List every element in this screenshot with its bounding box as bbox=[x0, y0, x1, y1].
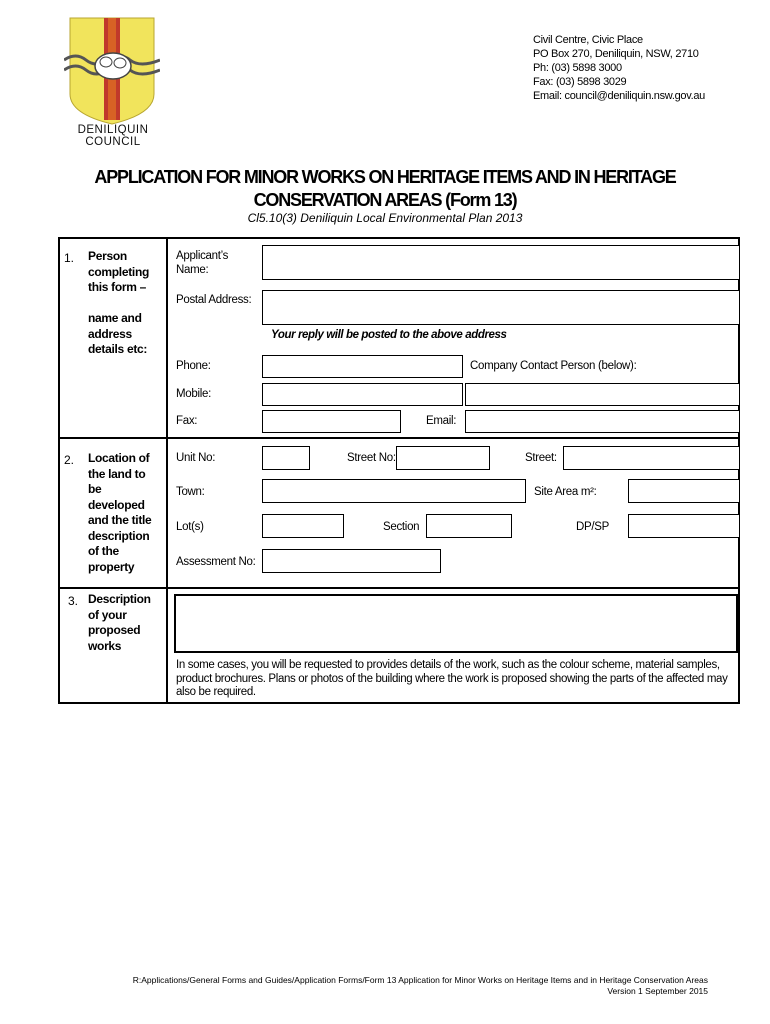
email-label: Email: bbox=[426, 415, 457, 427]
street-label: Street: bbox=[525, 452, 557, 464]
contact-fax: Fax: (03) 5898 3029 bbox=[533, 76, 627, 88]
section-2-label-line: of the bbox=[88, 544, 119, 558]
section-2-number: 2. bbox=[64, 453, 75, 467]
section-1-label bbox=[88, 249, 149, 358]
unit-no-input[interactable] bbox=[262, 446, 310, 470]
section-1-number: 1. bbox=[64, 251, 75, 265]
section-2-label-line: Location of bbox=[88, 451, 150, 465]
contact-address: Civil Centre, Civic Place bbox=[533, 34, 643, 46]
section-2-label-line: developed bbox=[88, 497, 145, 512]
logo-line-2: COUNCIL bbox=[85, 136, 141, 148]
phone-input[interactable] bbox=[262, 355, 463, 378]
page-footer bbox=[133, 975, 708, 997]
contact-po-box: PO Box 270, Deniliquin, NSW, 2710 bbox=[533, 48, 699, 60]
section-1-label-line: completing bbox=[88, 264, 150, 279]
section-2-label-line: and the title bbox=[88, 513, 152, 527]
street-no-label: Street No: bbox=[347, 452, 396, 464]
table-column-divider bbox=[166, 237, 168, 704]
form-title-line-2: CONSERVATION AREAS (Form 13) bbox=[253, 190, 517, 210]
postal-address-label: Postal Address: bbox=[176, 294, 252, 306]
town-input[interactable] bbox=[262, 479, 526, 503]
town-label: Town: bbox=[176, 486, 205, 498]
section-divider-2 bbox=[58, 587, 740, 589]
postal-address-input[interactable] bbox=[262, 290, 740, 325]
logo-wordmark bbox=[58, 124, 168, 148]
mobile-label: Mobile: bbox=[176, 388, 211, 400]
applicant-name-input[interactable] bbox=[262, 245, 740, 280]
company-contact-label: Company Contact Person (below): bbox=[470, 360, 637, 372]
site-area-input[interactable] bbox=[628, 479, 740, 503]
section-input[interactable] bbox=[426, 514, 512, 538]
form-title-line-1: APPLICATION FOR MINOR WORKS ON HERITAGE ITEMS AND IN HERITAGE bbox=[94, 167, 676, 187]
section-1-label-gap bbox=[88, 296, 149, 312]
logo-line-1: DENILIQUIN bbox=[77, 124, 149, 136]
lots-label: Lot(s) bbox=[176, 521, 204, 533]
proposed-works-help-text: In some cases, you will be requested to provides details of the work, such as the colour scheme, material samples, product brochures. Plans or photos of the building where the work is proposed showing the parts of the affected may also be required. bbox=[176, 659, 728, 698]
street-no-input[interactable] bbox=[396, 446, 490, 470]
section-2-label bbox=[88, 451, 151, 575]
section-3-label-line: works bbox=[88, 638, 122, 653]
section-1-label-line: this form – bbox=[88, 280, 147, 294]
applicant-name-label: Applicant’s Name: bbox=[176, 250, 229, 276]
footer-path: R:Applications/General Forms and Guides/Application Forms/Form 13 Application for Minor Works on Heritage Items and in Heritage Conservation Areas bbox=[132, 975, 708, 985]
section-3-label bbox=[88, 592, 151, 654]
section-3-label-line: Description bbox=[88, 592, 151, 606]
company-contact-input[interactable] bbox=[465, 383, 740, 406]
section-divider-1 bbox=[58, 437, 740, 439]
form-subtitle: Cl5.10(3) Deniliquin Local Environmental Plan 2013 bbox=[247, 211, 523, 225]
section-2-label-line: be bbox=[88, 482, 102, 496]
section-2-label-line: description bbox=[88, 528, 150, 543]
contact-email: Email: council@deniliquin.nsw.gov.au bbox=[533, 90, 705, 102]
section-1-label-line: address bbox=[88, 326, 132, 341]
reply-note: Your reply will be posted to the above address bbox=[271, 329, 507, 341]
council-contact-block bbox=[533, 33, 705, 103]
fax-input[interactable] bbox=[262, 410, 401, 433]
email-input[interactable] bbox=[465, 410, 740, 433]
section-1-label-line: details etc: bbox=[88, 342, 148, 356]
lots-input[interactable] bbox=[262, 514, 344, 538]
assessment-no-input[interactable] bbox=[262, 549, 441, 573]
fax-label: Fax: bbox=[176, 415, 198, 427]
dp-sp-label: DP/SP bbox=[576, 521, 610, 533]
assessment-no-label: Assessment No: bbox=[176, 556, 256, 568]
dp-sp-input[interactable] bbox=[628, 514, 740, 538]
footer-version: Version 1 September 2015 bbox=[607, 986, 708, 996]
street-input[interactable] bbox=[563, 446, 740, 470]
site-area-label: Site Area m²: bbox=[534, 486, 597, 498]
mobile-input[interactable] bbox=[262, 383, 463, 406]
proposed-works-textarea[interactable] bbox=[174, 594, 738, 653]
council-crest-icon bbox=[64, 16, 160, 126]
unit-no-label: Unit No: bbox=[176, 452, 216, 464]
section-1-label-line: name and bbox=[88, 311, 142, 325]
section-label: Section bbox=[383, 521, 420, 533]
section-3-label-line: of your bbox=[88, 607, 127, 622]
section-2-label-line: property bbox=[88, 559, 135, 574]
section-3-label-line: proposed bbox=[88, 623, 141, 637]
phone-label: Phone: bbox=[176, 360, 211, 372]
section-3-number: 3. bbox=[68, 594, 79, 608]
section-2-label-line: the land to bbox=[88, 466, 146, 481]
contact-phone: Ph: (03) 5898 3000 bbox=[533, 62, 622, 74]
section-1-label-line: Person bbox=[88, 249, 127, 263]
